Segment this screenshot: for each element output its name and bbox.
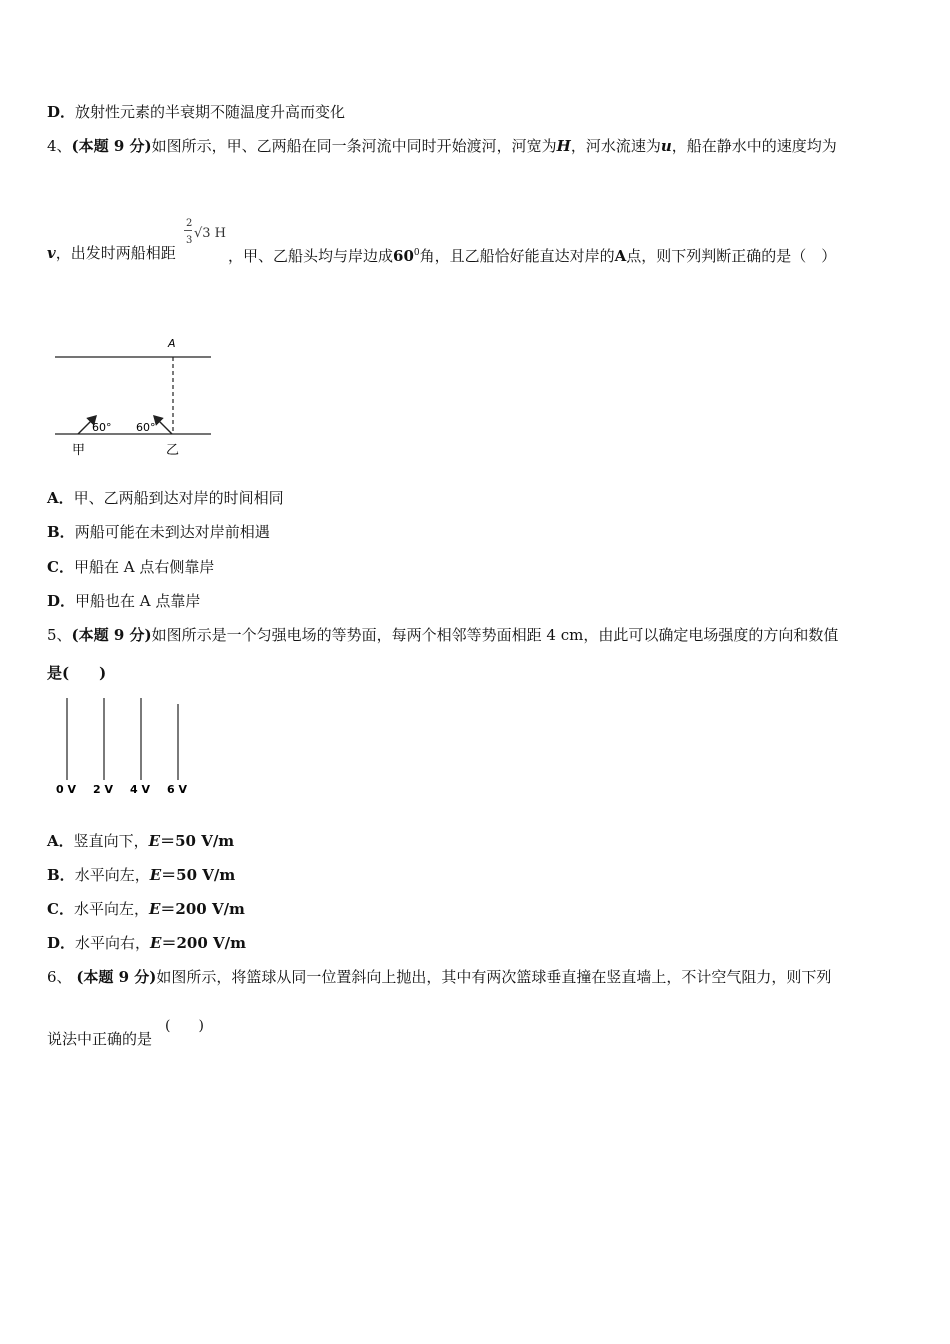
distance-sqrt: √3 H [194,226,227,241]
q4-option-b [47,522,270,542]
question-score: (本题 9 分) [76,968,157,986]
var-E: E [149,866,162,884]
option-value: ＝200 V/m [161,934,246,952]
stem-text: ，甲、乙船头均与岸边成 [228,247,394,265]
potential-label-0v: 0 V [56,783,76,796]
stem-text: ，出发时两船相距 [55,244,176,262]
option-text: 甲、乙两船到达对岸的时间相同 [73,489,284,507]
q3-option-d [47,102,345,122]
equipotential-diagram [50,692,200,802]
var-E: E [150,934,162,952]
q5-option-d [47,933,246,953]
var-E: E [148,832,161,850]
degree-sup: 0 [413,248,420,258]
option-text: 水平向右， [75,934,151,952]
option-letter: C． [47,558,74,576]
q5-stem-line2: 是( ) [47,664,107,682]
stem-text: 点，则下列判断正确的是（ ） [626,247,837,265]
stem-text: 如图所示，将篮球从同一位置斜向上抛出，其中有两次篮球垂直撞在竖直墙上，不计空气阻力，则下列 [156,968,832,986]
option-letter: D． [47,103,76,121]
q6-answer-paren: ( ) [165,1018,204,1034]
q5-option-b [47,865,235,885]
q4-stem-line2b [228,243,836,266]
q4-option-d [47,591,200,611]
point-A: A [614,247,627,265]
q4-option-a [47,488,284,508]
distance-fraction-denominator: 3 [186,235,193,246]
question-number: 4、 [47,137,72,155]
angle-value: 60 [393,247,414,265]
option-letter: B． [47,523,75,541]
question-number: 5、 [47,626,72,644]
q6-stem-line2: 说法中正确的是 [47,1030,153,1048]
label-yi: 乙 [166,443,180,458]
angle-label-jia: 60° [92,421,112,434]
option-text: 竖直向下， [73,832,149,850]
option-value: ＝200 V/m [160,900,245,918]
q5-option-c [47,899,245,919]
var-H: H [556,137,571,155]
option-text: 两船可能在未到达对岸前相遇 [74,523,270,541]
question-score: (本题 9 分) [71,626,152,644]
stem-text: 角，且乙船恰好能直达对岸的 [419,247,615,265]
var-E: E [148,900,161,918]
option-value: ＝50 V/m [160,832,235,850]
river-diagram [50,330,220,460]
option-letter: D． [47,934,76,952]
q5-option-a [47,831,234,851]
option-letter: A． [47,489,74,507]
stem-text: 如图所示，甲、乙两船在同一条河流中同时开始渡河，河宽为 [151,137,557,155]
yi-velocity-arrow [154,416,172,434]
option-letter: D． [47,592,76,610]
label-A: A [168,337,176,350]
question-score: (本题 9 分) [71,137,152,155]
option-letter: C． [47,900,74,918]
potential-label-4v: 4 V [130,783,150,796]
label-jia: 甲 [72,443,86,458]
option-letter: B． [47,866,75,884]
q4-stem-line1 [47,136,837,156]
q4-stem-line2 [47,243,176,263]
angle-label-yi: 60° [136,421,156,434]
var-v: v [47,244,56,262]
option-text: 水平向左， [73,900,149,918]
option-text: 水平向左， [74,866,150,884]
question-number: 6、 [47,968,72,986]
q4-option-c [47,557,214,577]
q6-stem-line1 [47,967,831,987]
q5-stem-line1 [47,625,838,645]
stem-text: ，船在静水中的速度均为 [671,137,837,155]
var-u: u [660,137,672,155]
option-value: ＝50 V/m [161,866,236,884]
option-text: 甲船在 A 点右侧靠岸 [73,558,215,576]
stem-text: ，河水流速为 [570,137,661,155]
stem-text: 如图所示是一个匀强电场的等势面，每两个相邻等势面相距 4 cm，由此可以确定电场强度的方向和数值 [151,626,839,644]
option-text: 甲船也在 A 点靠岸 [75,592,201,610]
option-letter: A． [47,832,74,850]
potential-label-6v: 6 V [167,783,187,796]
fraction-bar [184,230,192,231]
potential-label-2v: 2 V [93,783,113,796]
distance-fraction-numerator: 2 [186,218,193,229]
option-text: 放射性元素的半衰期不随温度升高而变化 [75,103,346,121]
